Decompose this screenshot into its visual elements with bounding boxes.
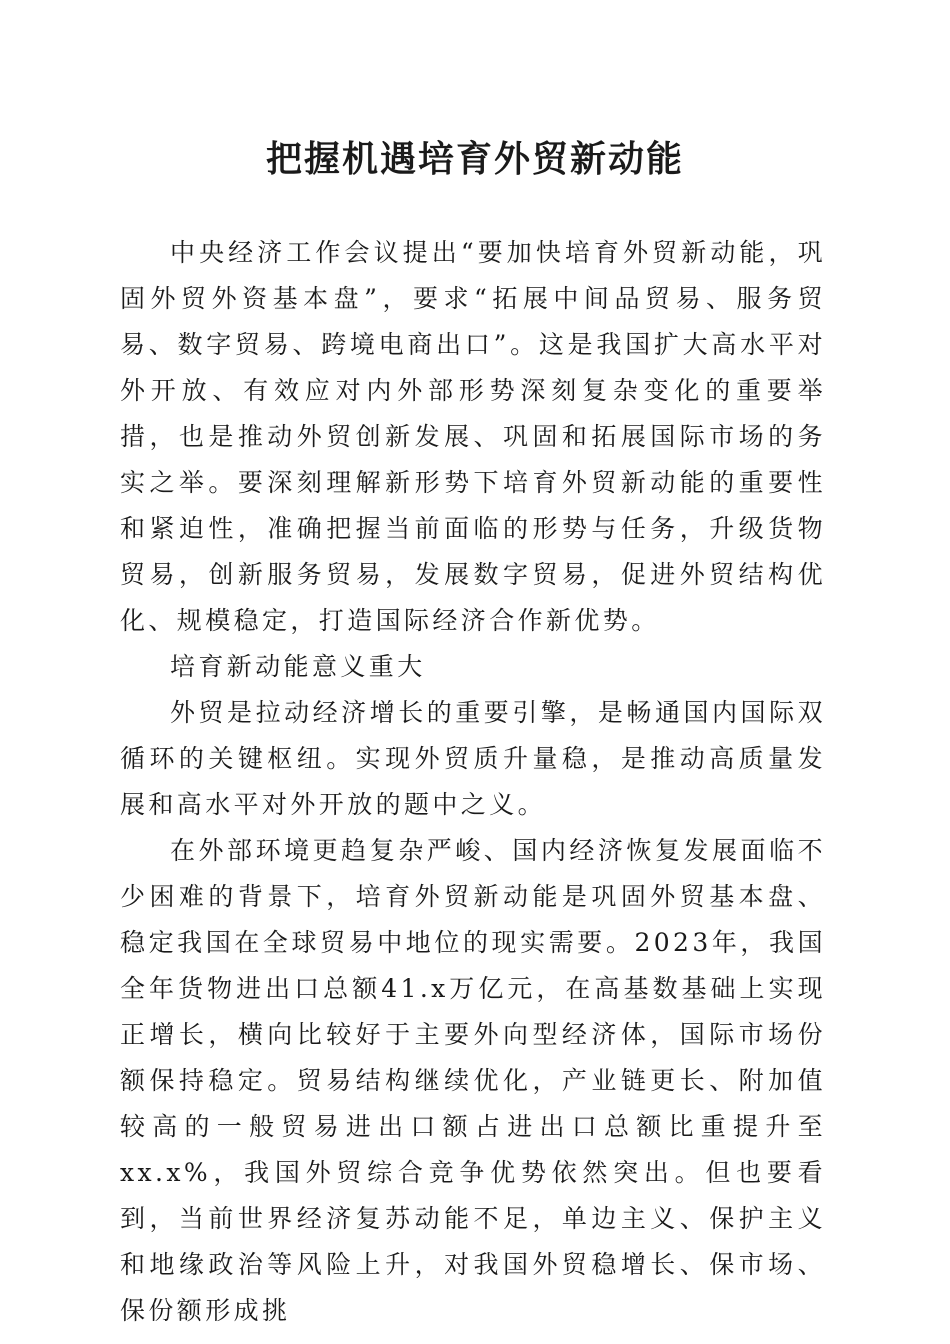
document-title: 把握机遇培育外贸新动能 (265, 138, 684, 180)
paragraph-intro: 中央经济工作会议提出“要加快培育外贸新动能，巩固外贸外资基本盘”，要求“拓展中间品贸易、服务贸易、数字贸易、跨境电商出口”。这是我国扩大高水平对外开放、有效应对内外部形势深刻复杂变化的重要举措，也是推动外贸创新发展、巩固和拓展国际市场的务实之举。要深刻理解新形势下培育外贸新动能的重要性和紧迫性，准确把握当前面临的形势与任务，升级货物贸易，创新服务贸易，发展数字贸易，促进外贸结构优化、规模稳定，打造国际经济合作新优势。 (120, 238, 826, 635)
paragraph-external-environment: 在外部环境更趋复杂严峻、国内经济恢复发展面临不少困难的背景下，培育外贸新动能是巩固外贸基本盘、稳定我国在全球贸易中地位的现实需要。2023年，我国全年货物进出口总额41.x万亿元，在高基数基础上实现正增长，横向比较好于主要外向型经济体，国际市场份额保持稳定。贸易结构继续优化，产业链更长、附加值较高的一般贸易进出口额占进出口总额比重提升至xx.x%，我国外贸综合竞争优势依然突出。但也要看到，当前世界经济复苏动能不足，单边主义、保护主义和地缘政治等风险上升，对我国外贸稳增长、保市场、保份额形成挑 (120, 836, 826, 1325)
section-heading: 培育新动能意义重大 (170, 652, 426, 681)
document-body (120, 230, 826, 1334)
paragraph-foreign-trade: 外贸是拉动经济增长的重要引擎，是畅通国内国际双循环的关键枢纽。实现外贸质升量稳，是推动高质量发展和高水平对外开放的题中之义。 (120, 698, 826, 819)
